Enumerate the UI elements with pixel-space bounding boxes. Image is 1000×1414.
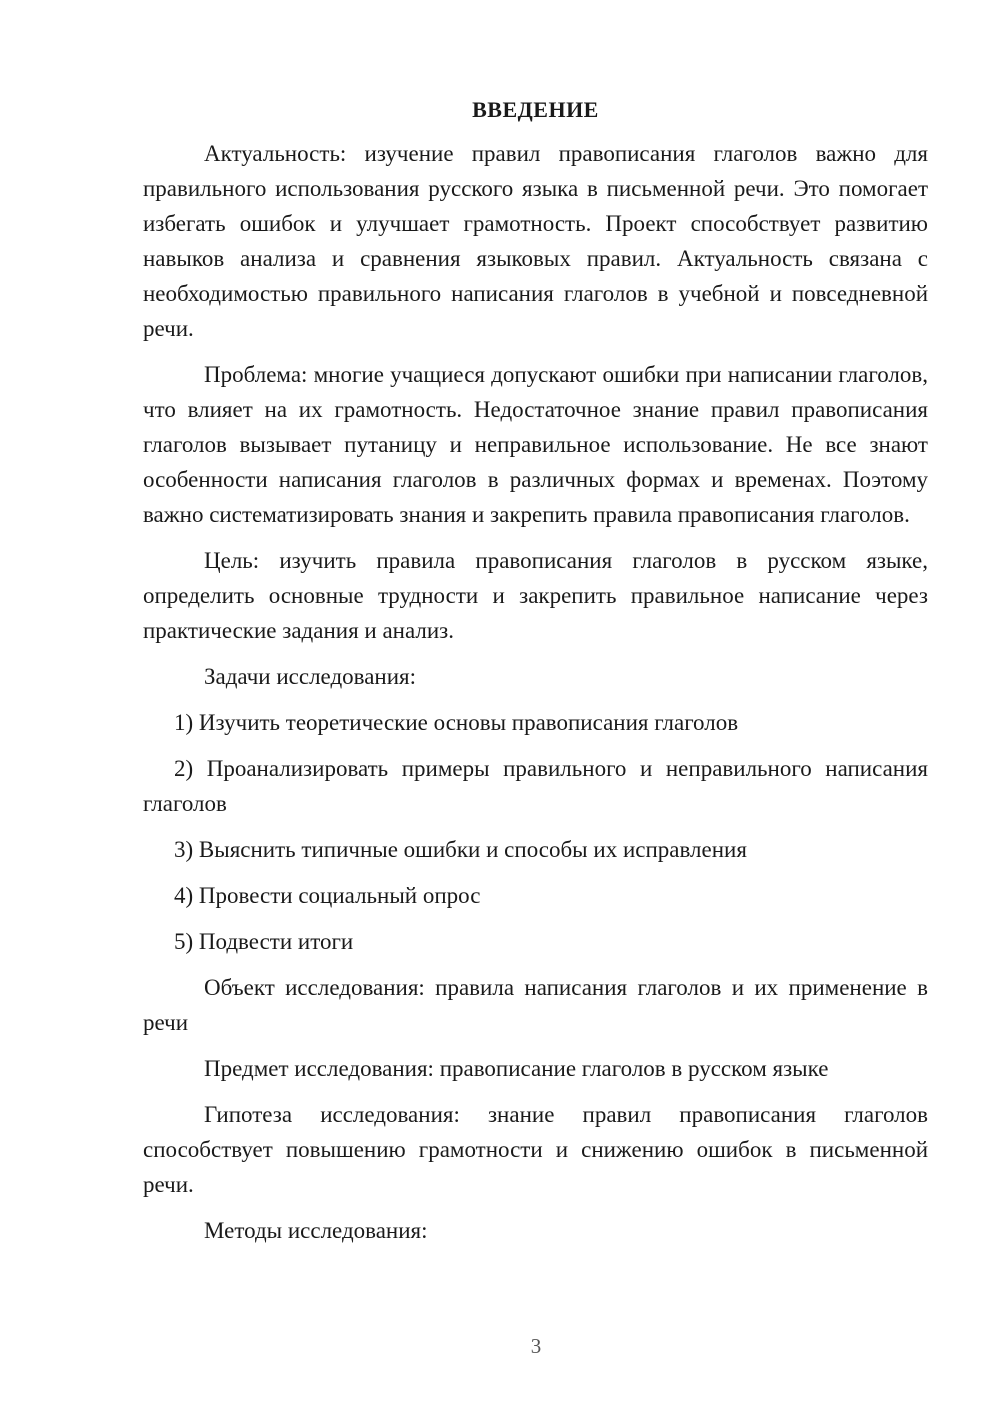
- paragraph-relevance: Актуальность: изучение правил правописания глаголов важно для правильного использования русского языка в письменной речи. Это помогает избегать ошибок и улучшает грамотность. Проект способствует развитию навыков анализа и сравнения языковых правил. Актуальность связана с необходимостью правильного написания глаголов в учебной и повседневной речи.: [143, 141, 928, 341]
- page-content: [143, 95, 928, 1259]
- list-item-task-1: 1) Изучить теоретические основы правописания глаголов: [174, 710, 739, 735]
- paragraph-tasks-heading: Задачи исследования:: [204, 664, 417, 689]
- paragraph-subject: Предмет исследования: правописание глаголов в русском языке: [204, 1056, 829, 1081]
- list-item-task-2: 2) Проанализировать примеры правильного и неправильного написания глаголов: [143, 756, 928, 816]
- paragraph-goal: Цель: изучить правила правописания глаголов в русском языке, определить основные трудности и закрепить правильное написание через практические задания и анализ.: [143, 548, 928, 643]
- page-number: 3: [530, 1334, 542, 1358]
- section-title: ВВЕДЕНИЕ: [472, 97, 599, 122]
- paragraph-object: Объект исследования: правила написания глаголов и их применение в речи: [143, 975, 928, 1035]
- paragraph-hypothesis: Гипотеза исследования: знание правил правописания глаголов способствует повышению грамотности и снижению ошибок в письменной речи.: [143, 1102, 928, 1197]
- paragraph-methods-heading: Методы исследования:: [204, 1218, 428, 1243]
- list-item-task-4: 4) Провести социальный опрос: [174, 883, 481, 908]
- list-item-task-3: 3) Выяснить типичные ошибки и способы их исправления: [174, 837, 747, 862]
- paragraph-problem: Проблема: многие учащиеся допускают ошибки при написании глаголов, что влияет на их грамотность. Недостаточное знание правил правописания глаголов вызывает путаницу и неправильное использование. Не все знают особенности написания глаголов в различных формах и временах. Поэтому важно систематизировать знания и закрепить правила правописания глаголов.: [143, 362, 928, 527]
- list-item-task-5: 5) Подвести итоги: [174, 929, 354, 954]
